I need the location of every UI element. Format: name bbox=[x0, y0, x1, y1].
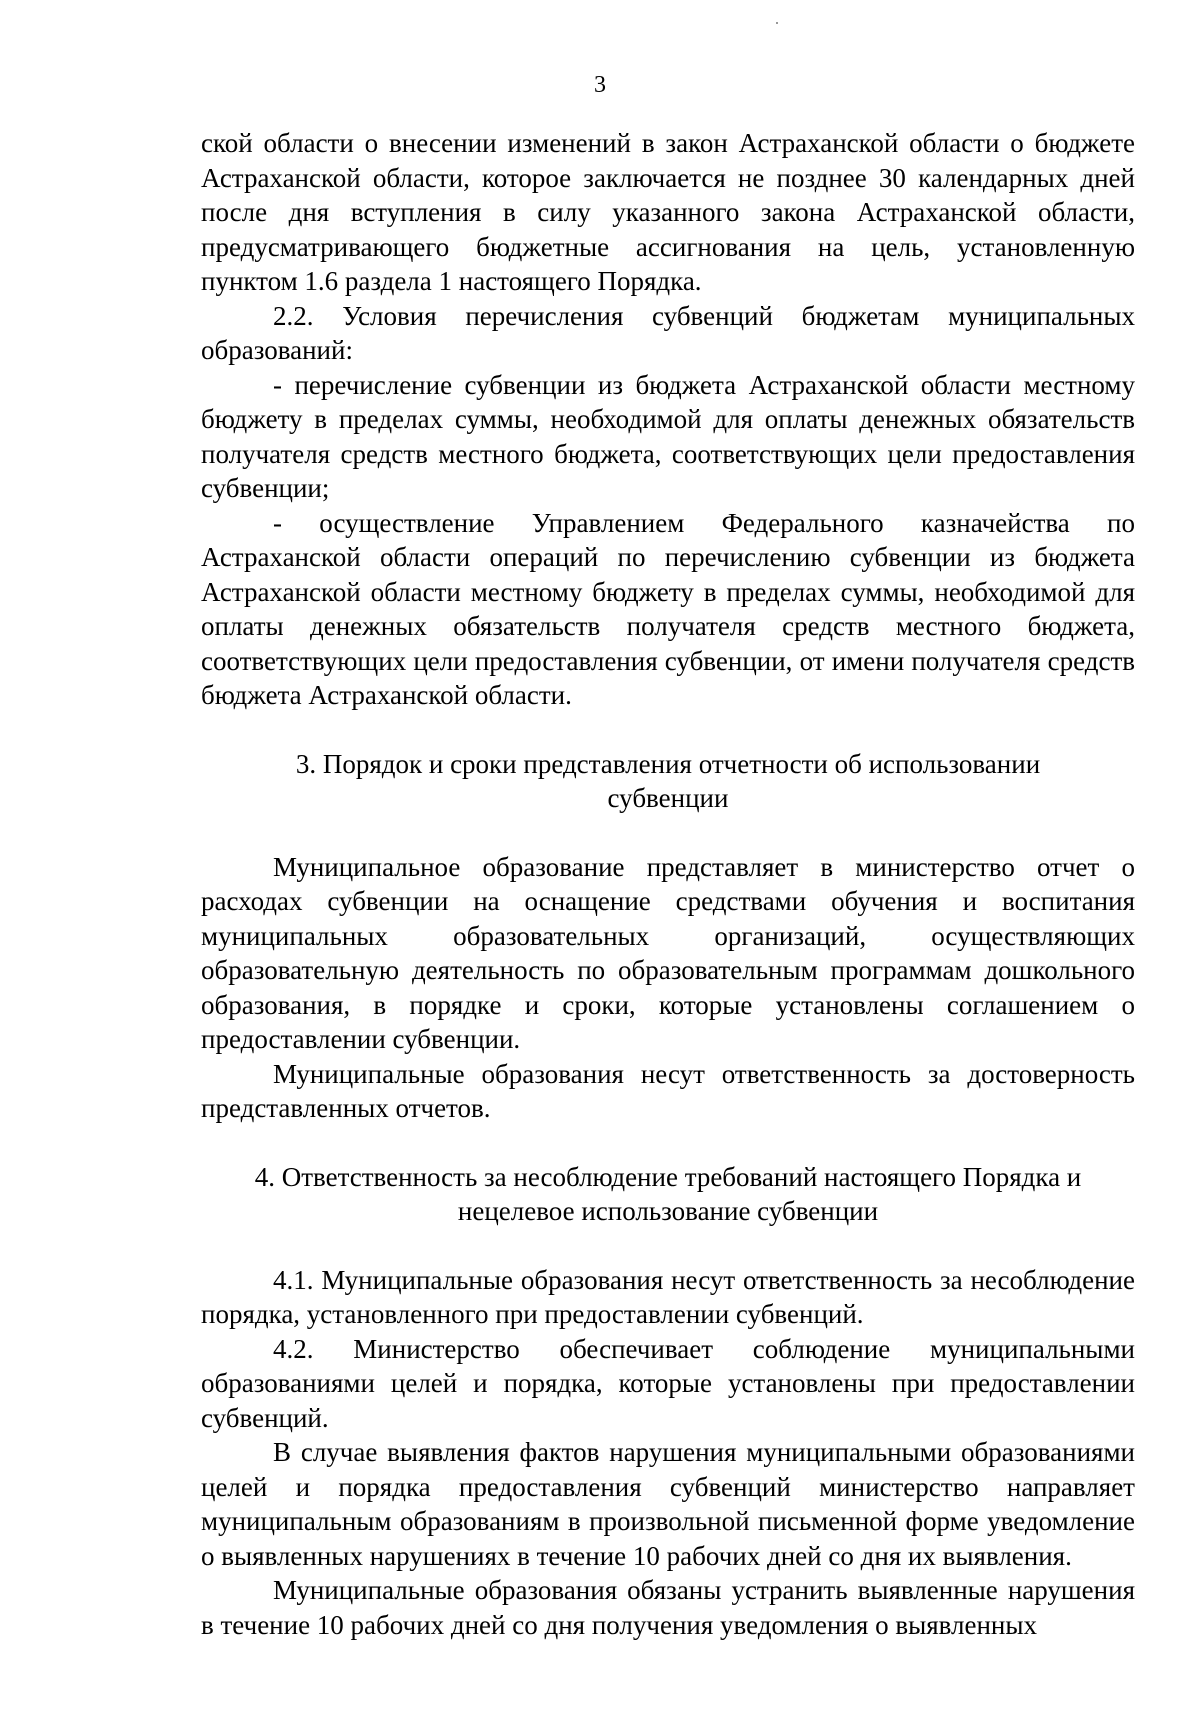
paragraph-4-1: 4.1. Муниципальные образования несут ответственность за несоблюдение порядка, установленного при предоставлении субвенций. bbox=[201, 1264, 1135, 1329]
paragraph-2-2: 2.2. Условия перечисления субвенций бюджетам муниципальных образований: bbox=[201, 300, 1135, 365]
section-3-paragraph-2: Муниципальные образования несут ответственность за достоверность представленных отчетов. bbox=[201, 1058, 1135, 1123]
page-number: 3 bbox=[594, 72, 606, 98]
section-4-heading: 4. Ответственность за несоблюдение требований настоящего Порядка и нецелевое использование субвенции bbox=[254, 1161, 1082, 1226]
paragraph-4-2: 4.2. Министерство обеспечивает соблюдение муниципальными образованиями целей и порядка, которые установлены при предоставлении субвенций. bbox=[201, 1333, 1135, 1433]
scan-speck bbox=[776, 22, 778, 24]
section-3-paragraph-1: Муниципальное образование представляет в министерство отчет о расходах субвенции на оснащение средствами обучения и воспитания муниципальных образовательных организаций, осуществляющих образовательную деятельность по образовательным программам дошкольного образования, в порядке и сроки, которые установлены соглашением о предоставлении субвенции. bbox=[201, 851, 1135, 1054]
paragraph-condition-1: - перечисление субвенции из бюджета Астраханской области местному бюджету в пределах суммы, необходимой для оплаты денежных обязательств получателя средств местного бюджета, соответствующих цели предоставления субвенции; bbox=[201, 369, 1135, 503]
section-3-heading: 3. Порядок и сроки представления отчетности об использовании субвенции bbox=[295, 748, 1041, 813]
paragraph-remedy: Муниципальные образования обязаны устранить выявленные нарушения в течение 10 рабочих дней со дня получения уведомления о выявленных bbox=[201, 1575, 1135, 1640]
paragraph-continuation: ской области о внесении изменений в закон Астраханской области о бюджете Астраханской области, которое заключается не позднее 30 календарных дней после дня вступления в силу указанного закона Астраханской области, предусматривающего бюджетные ассигнования на цель, установленную пунктом 1.6 раздела 1 настоящего Порядка. bbox=[201, 128, 1135, 296]
document-body bbox=[201, 126, 1135, 1642]
paragraph-violations: В случае выявления фактов нарушения муниципальными образованиями целей и порядка предоставления субвенций министерство направляет муниципальным образованиям в произвольной письменной форме уведомление о выявленных нарушениях в течение 10 рабочих дней со дня их выявления. bbox=[201, 1437, 1135, 1571]
paragraph-condition-2: - осуществление Управлением Федерального казначейства по Астраханской области операций по перечислению субвенции из бюджета Астраханской области местному бюджету в пределах суммы, необходимой для оплаты денежных обязательств получателя средств местного бюджета, соответствующих цели предоставления субвенции, от имени получателя средств бюджета Астраханской области. bbox=[201, 507, 1135, 710]
